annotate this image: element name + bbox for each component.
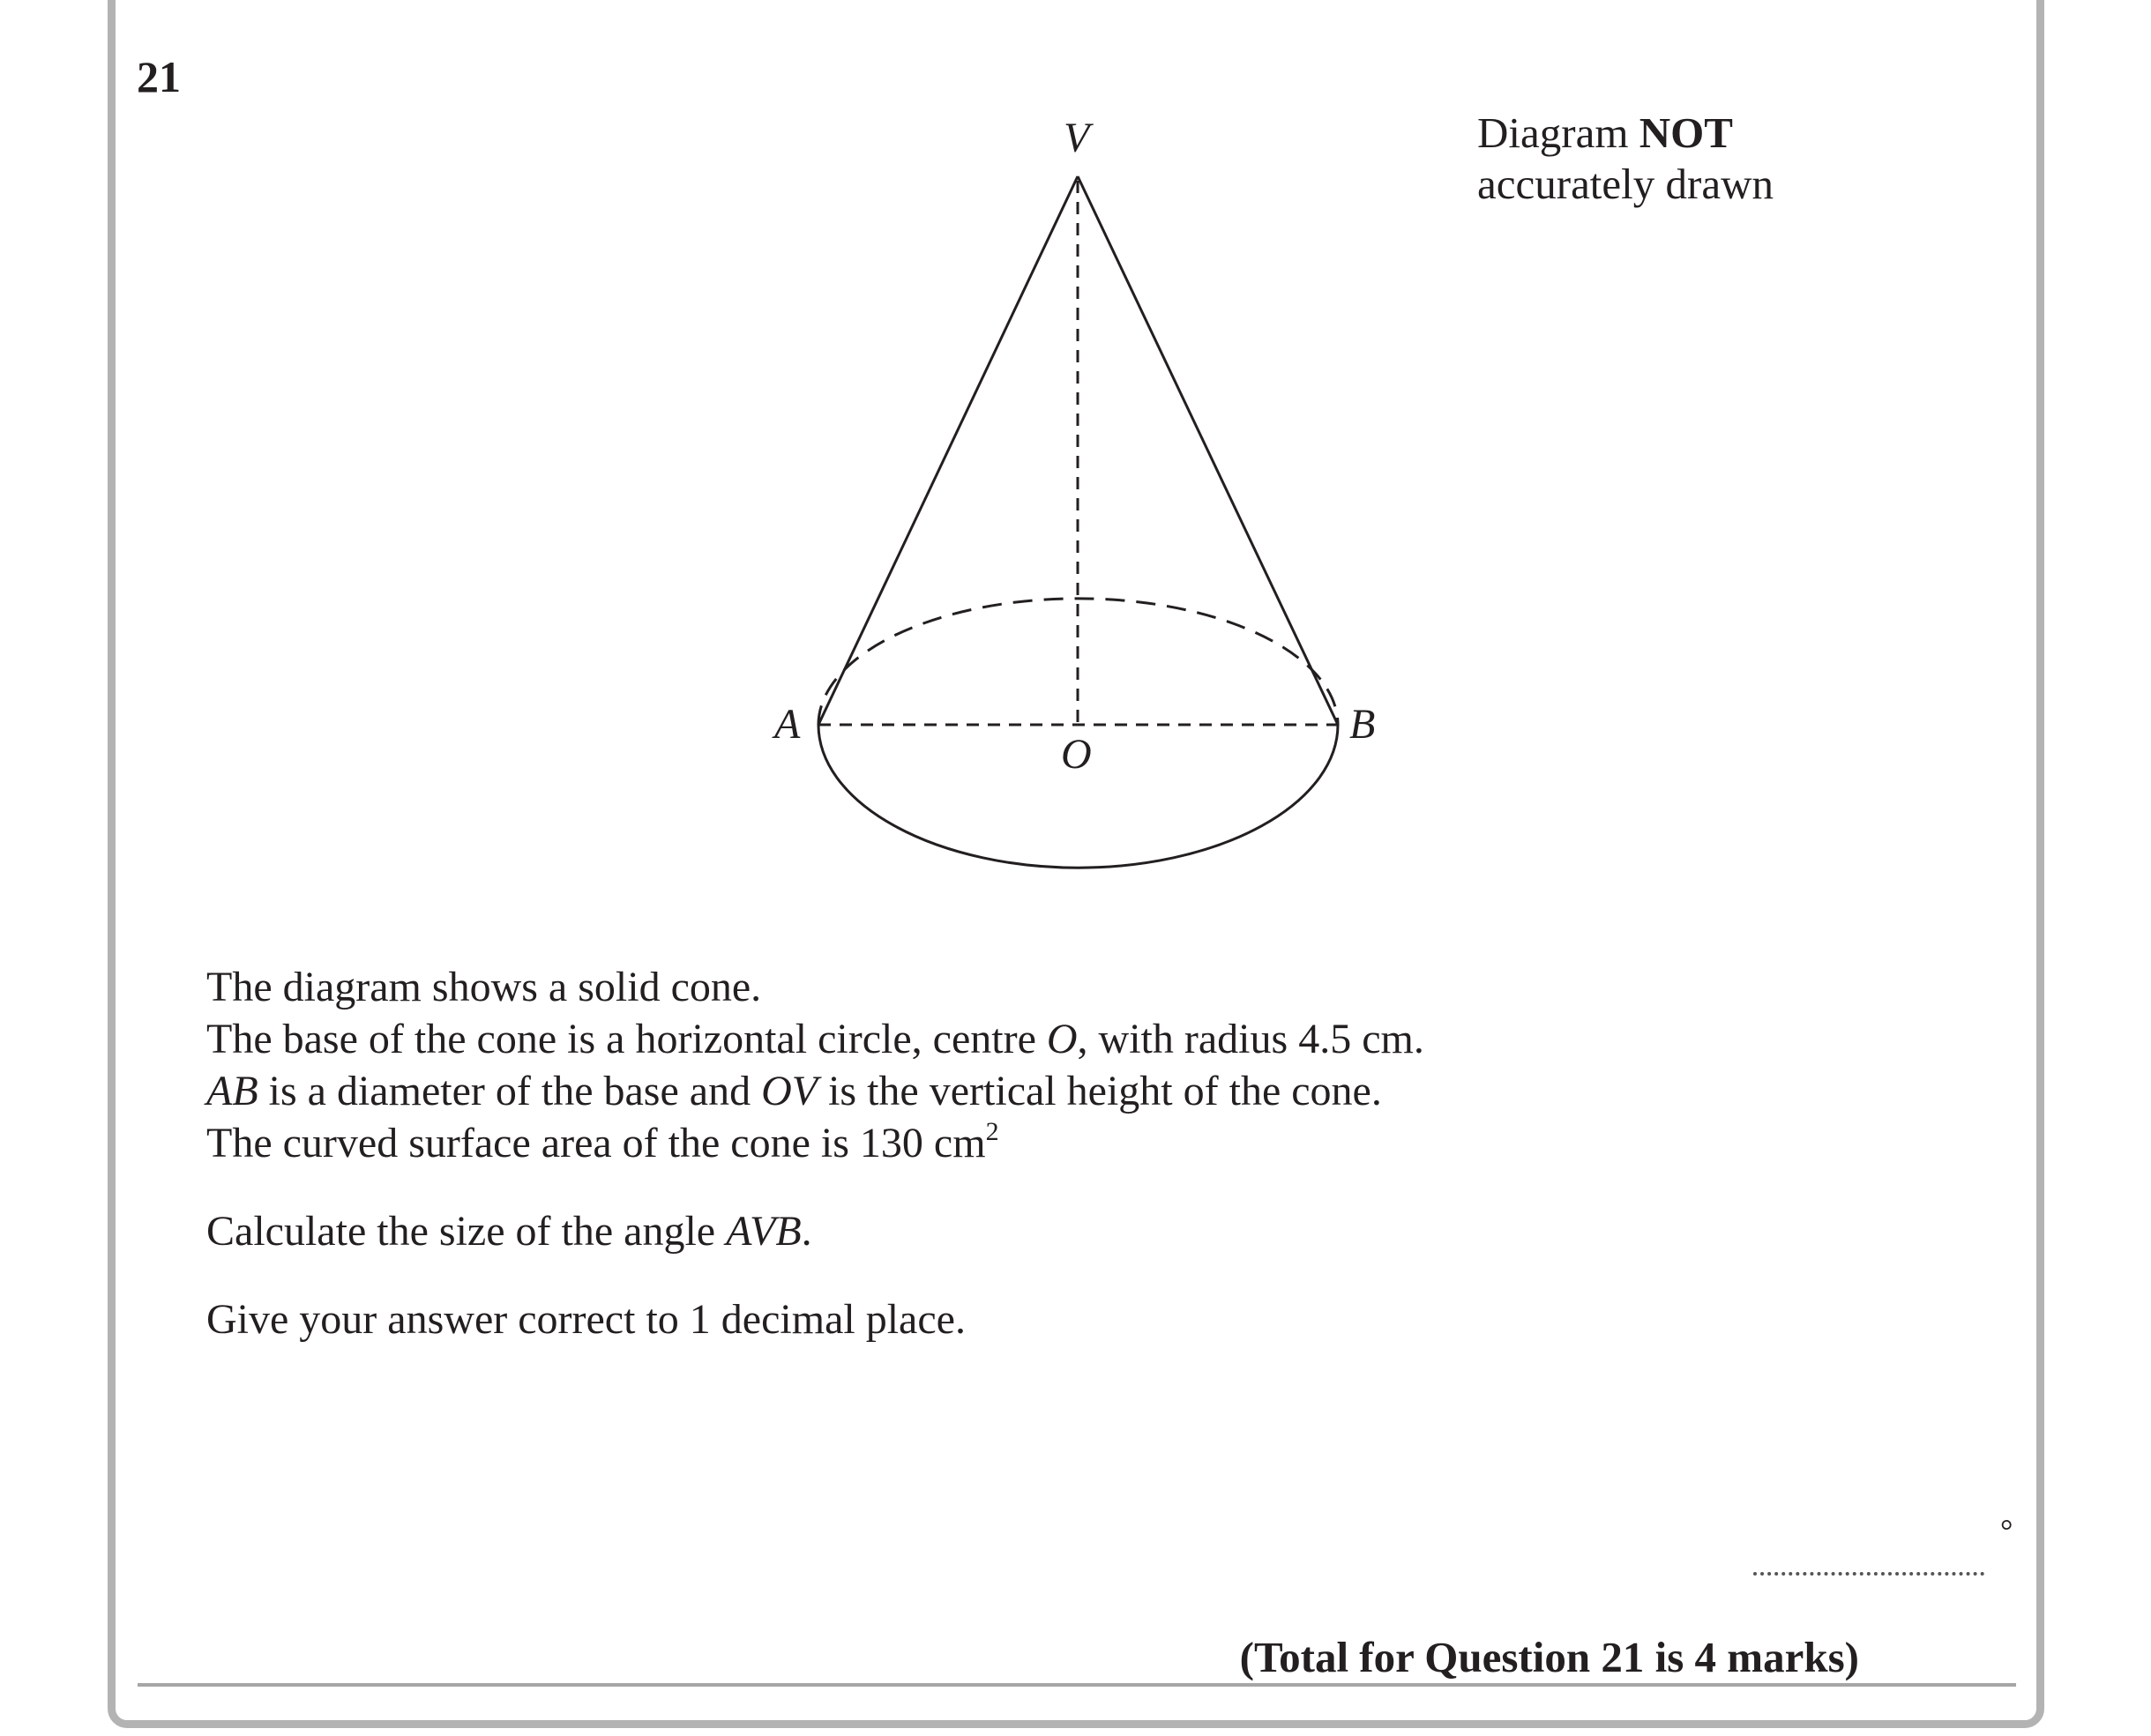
text-line-5-c: . xyxy=(801,1208,812,1255)
text-line-3-c: OV xyxy=(761,1068,818,1114)
answer-unit: ° xyxy=(2000,1513,2013,1548)
text-line-2-a: The base of the cone is a horizontal circle, centre xyxy=(206,1016,1047,1062)
label-o: O xyxy=(1061,731,1092,778)
slant-edge-vb xyxy=(1078,176,1338,725)
text-line-3-b: is a diameter of the base and xyxy=(258,1068,762,1114)
text-line-2-b: O xyxy=(1046,1016,1078,1062)
total-marks: (Total for Question 21 is 4 marks) xyxy=(1239,1633,1859,1681)
diagram-note-line2: accurately drawn xyxy=(1477,160,1774,208)
text-line-2 xyxy=(206,1013,1424,1065)
text-line-4 xyxy=(206,1117,1424,1169)
text-line-3-a: AB xyxy=(206,1068,258,1114)
label-v: V xyxy=(1064,115,1090,161)
base-back-arc xyxy=(818,599,1338,725)
text-line-4-a: The curved surface area of the cone is 130 cm xyxy=(206,1120,986,1166)
answer-line[interactable] xyxy=(1753,1572,1984,1576)
question-text xyxy=(206,961,1424,1345)
text-line-3 xyxy=(206,1065,1424,1117)
text-line-5 xyxy=(206,1205,1424,1257)
question-number: 21 xyxy=(137,52,181,101)
slant-edge-va xyxy=(818,176,1078,725)
text-line-5-b: AVB xyxy=(726,1208,802,1255)
text-line-5-a: Calculate the size of the angle xyxy=(206,1208,727,1255)
bottom-rule xyxy=(138,1683,2016,1687)
text-line-4-sup: 2 xyxy=(985,1117,999,1146)
text-line-6: Give your answer correct to 1 decimal place. xyxy=(206,1296,966,1343)
text-line-1: The diagram shows a solid cone. xyxy=(206,964,762,1010)
label-a: A xyxy=(774,701,801,748)
diagram-note-emphasis: NOT xyxy=(1639,108,1733,157)
label-b: B xyxy=(1349,701,1376,748)
diagram-note-prefix: Diagram xyxy=(1477,108,1639,157)
text-line-3-d: is the vertical height of the cone. xyxy=(818,1068,1382,1114)
text-line-2-c: , with radius 4.5 cm. xyxy=(1077,1016,1424,1062)
